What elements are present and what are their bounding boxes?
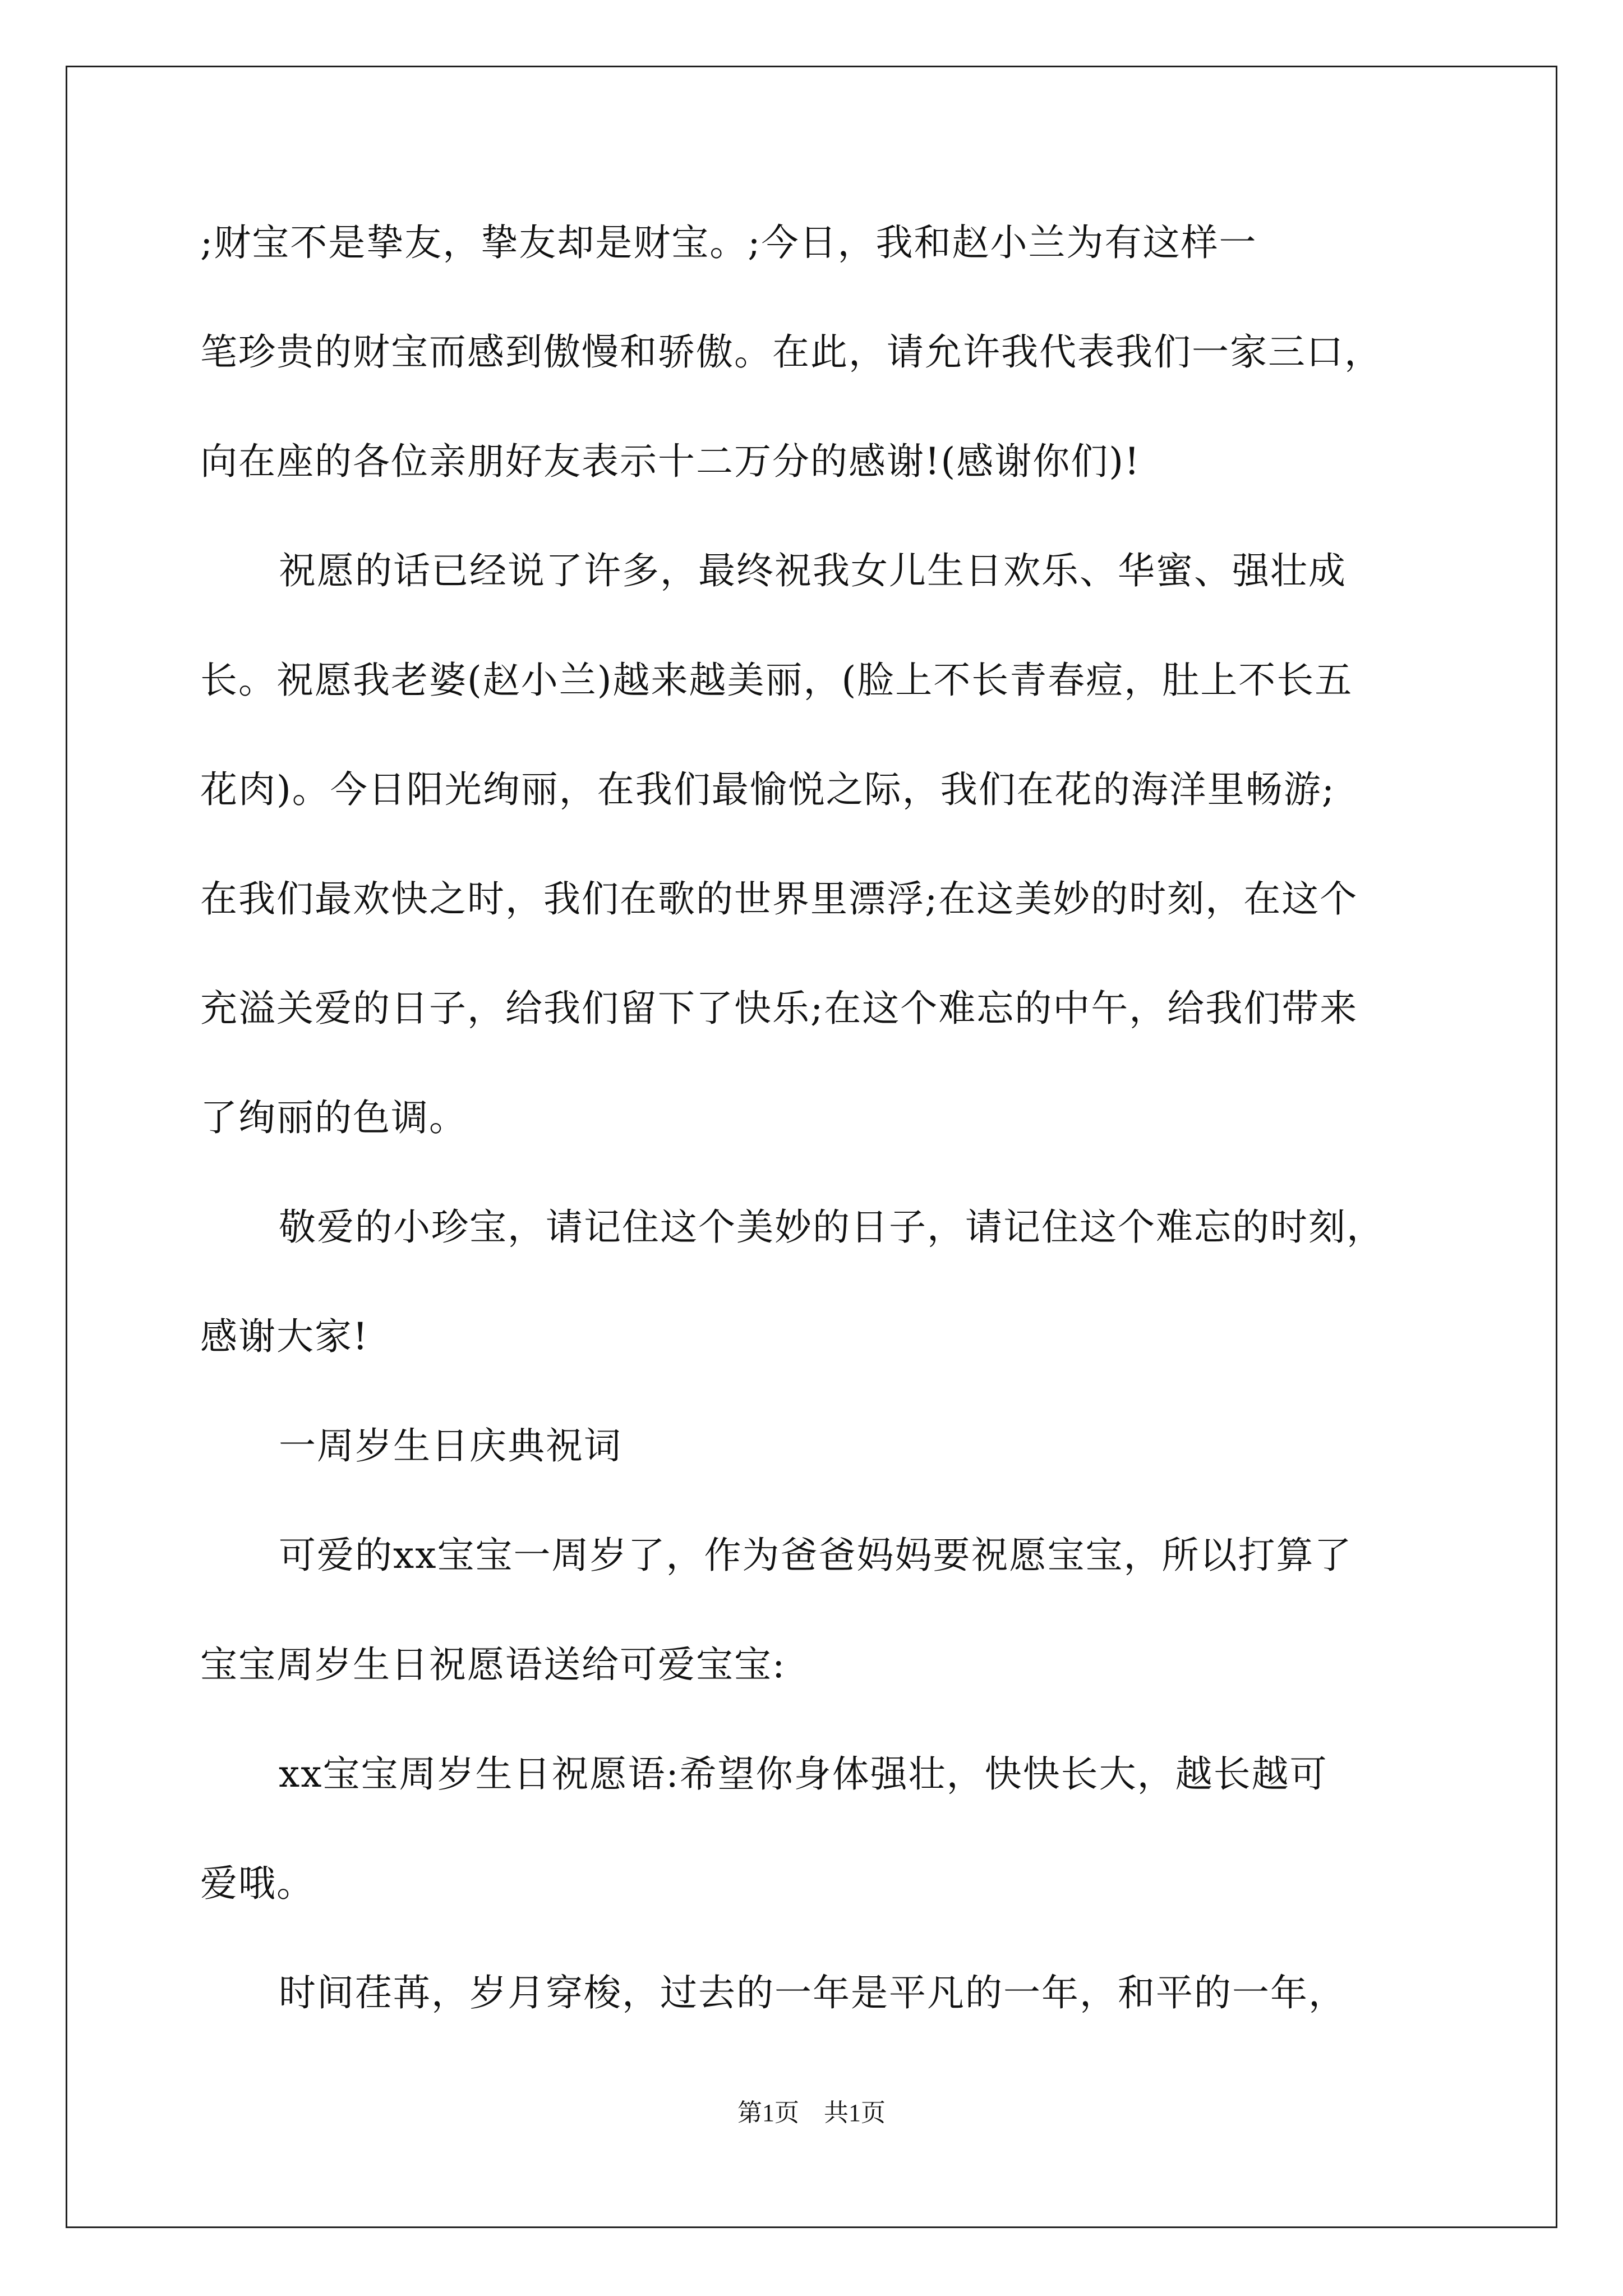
text-line: 宝宝周岁生日祝愿语送给可爱宝宝: (200, 1643, 786, 1686)
paragraph-start-line: xx宝宝周岁生日祝愿语:希望你身体强壮，快快长大，越长越可 (279, 1752, 1328, 1796)
text-line: 长。祝愿我老婆(赵小兰)越来越美丽，(脸上不长青春痘，肚上不长五 (200, 659, 1353, 702)
text-line: 向在座的各位亲朋好友表示十二万分的感谢!(感谢你们)! (200, 440, 1141, 483)
page-number-footer: 第1页 共1页 (737, 2099, 886, 2127)
text-line: 笔珍贵的财宝而感到傲慢和骄傲。在此，请允许我代表我们一家三口， (200, 330, 1382, 374)
text-line: 爱哦。 (200, 1862, 315, 1905)
text-line: 花肉)。今日阳光绚丽，在我们最愉悦之际，我们在花的海洋里畅游; (200, 768, 1335, 811)
paragraph-start-line: 可爱的xx宝宝一周岁了，作为爸爸妈妈要祝愿宝宝，所以打算了 (279, 1534, 1353, 1577)
text-line: 充溢关爱的日子，给我们留下了快乐;在这个难忘的中午，给我们带来 (200, 987, 1358, 1030)
text-line: ;财宝不是挚友，挚友却是财宝。;今日，我和赵小兰为有这样一 (200, 221, 1257, 264)
text-line: 感谢大家! (200, 1315, 369, 1358)
paragraph-start-line: 敬爱的小珍宝，请记住这个美妙的日子，请记住这个难忘的时刻， (279, 1205, 1385, 1249)
paragraph-start-line: 时间荏苒，岁月穿梭，过去的一年是平凡的一年，和平的一年， (279, 1971, 1347, 2014)
paragraph-start-line: 祝愿的话已经说了许多，最终祝我女儿生日欢乐、华蜜、强壮成 (279, 549, 1347, 592)
text-line: 了绚丽的色调。 (200, 1096, 467, 1139)
section-heading: 一周岁生日庆典祝词 (279, 1424, 622, 1467)
document-body (200, 188, 1468, 2047)
text-line: 在我们最欢快之时，我们在歌的世界里漂浮;在这美妙的时刻，在这个 (200, 877, 1358, 921)
